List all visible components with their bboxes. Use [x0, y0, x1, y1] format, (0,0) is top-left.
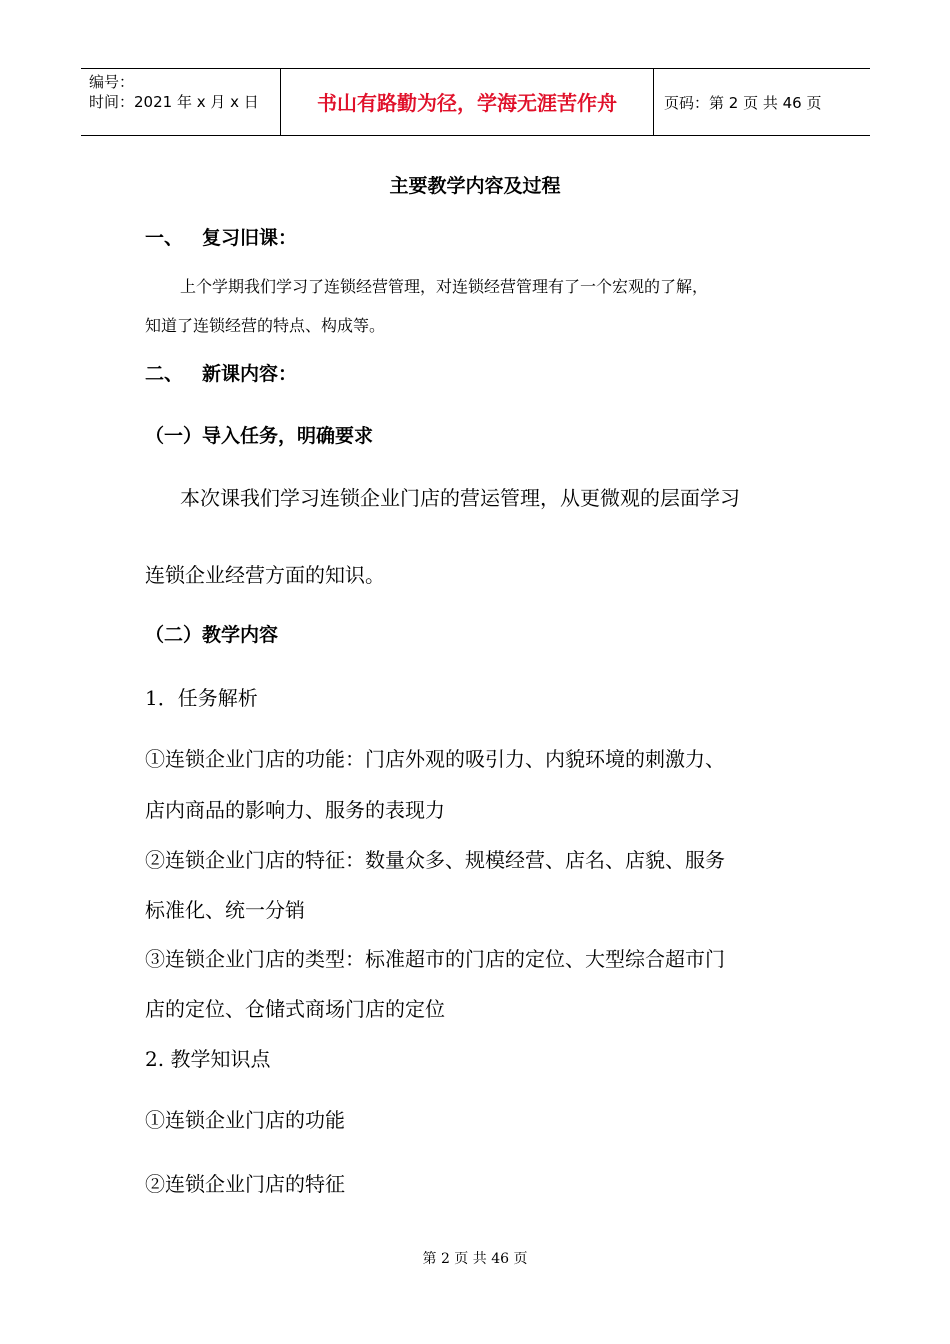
- section1-para-line1: 上个学期我们学习了连锁经营管理，对连锁经营管理有了一个宏观的了解，: [180, 277, 709, 296]
- page-title: 主要教学内容及过程: [389, 175, 561, 197]
- point2-line1: ②连锁企业门店的特征：数量众多、规模经营、店名、店貌、服务: [145, 848, 725, 872]
- subsection2-heading: （二）教学内容: [145, 624, 279, 646]
- point3-line2: 店的定位、仓储式商场门店的定位: [145, 997, 445, 1021]
- section1-number: 一、: [145, 227, 184, 249]
- header-meta: [81, 69, 281, 135]
- section2-number: 二、: [145, 363, 184, 385]
- page-footer: 第 2 页 共 46 页: [422, 1251, 528, 1267]
- section1-heading: 复习旧课：: [202, 227, 298, 249]
- point2-line2: 标准化、统一分销: [145, 898, 305, 922]
- subsection1-line1: 本次课我们学习连锁企业门店的营运管理，从更微观的层面学习: [180, 486, 740, 510]
- subsection1-heading: （一）导入任务，明确要求: [145, 425, 374, 447]
- section2-heading: 新课内容：: [202, 363, 298, 385]
- point3-line1: ③连锁企业门店的类型：标准超市的门店的定位、大型综合超市门: [145, 947, 725, 971]
- knowledge-point2: ②连锁企业门店的特征: [145, 1172, 345, 1196]
- item2-heading: 2. 教学知识点: [145, 1047, 271, 1071]
- time-label: 时间：2021 年 x 月 x 日: [89, 93, 259, 111]
- header-page-info: 页码：第 2 页 共 46 页: [664, 94, 822, 112]
- point1-line1: ①连锁企业门店的功能：门店外观的吸引力、内貌环境的刺激力、: [145, 747, 725, 771]
- document-header: [81, 68, 870, 136]
- section1-para-line2: 知道了连锁经营的特点、构成等。: [145, 316, 386, 335]
- number-label: 编号：: [89, 73, 135, 91]
- point1-line2: 店内商品的影响力、服务的表现力: [145, 798, 445, 822]
- header-motto: 书山有路勤为径，学海无涯苦作舟: [281, 69, 654, 135]
- subsection1-line2: 连锁企业经营方面的知识。: [145, 563, 385, 587]
- knowledge-point1: ①连锁企业门店的功能: [145, 1108, 345, 1132]
- item1-heading: 1．任务解析: [145, 686, 258, 710]
